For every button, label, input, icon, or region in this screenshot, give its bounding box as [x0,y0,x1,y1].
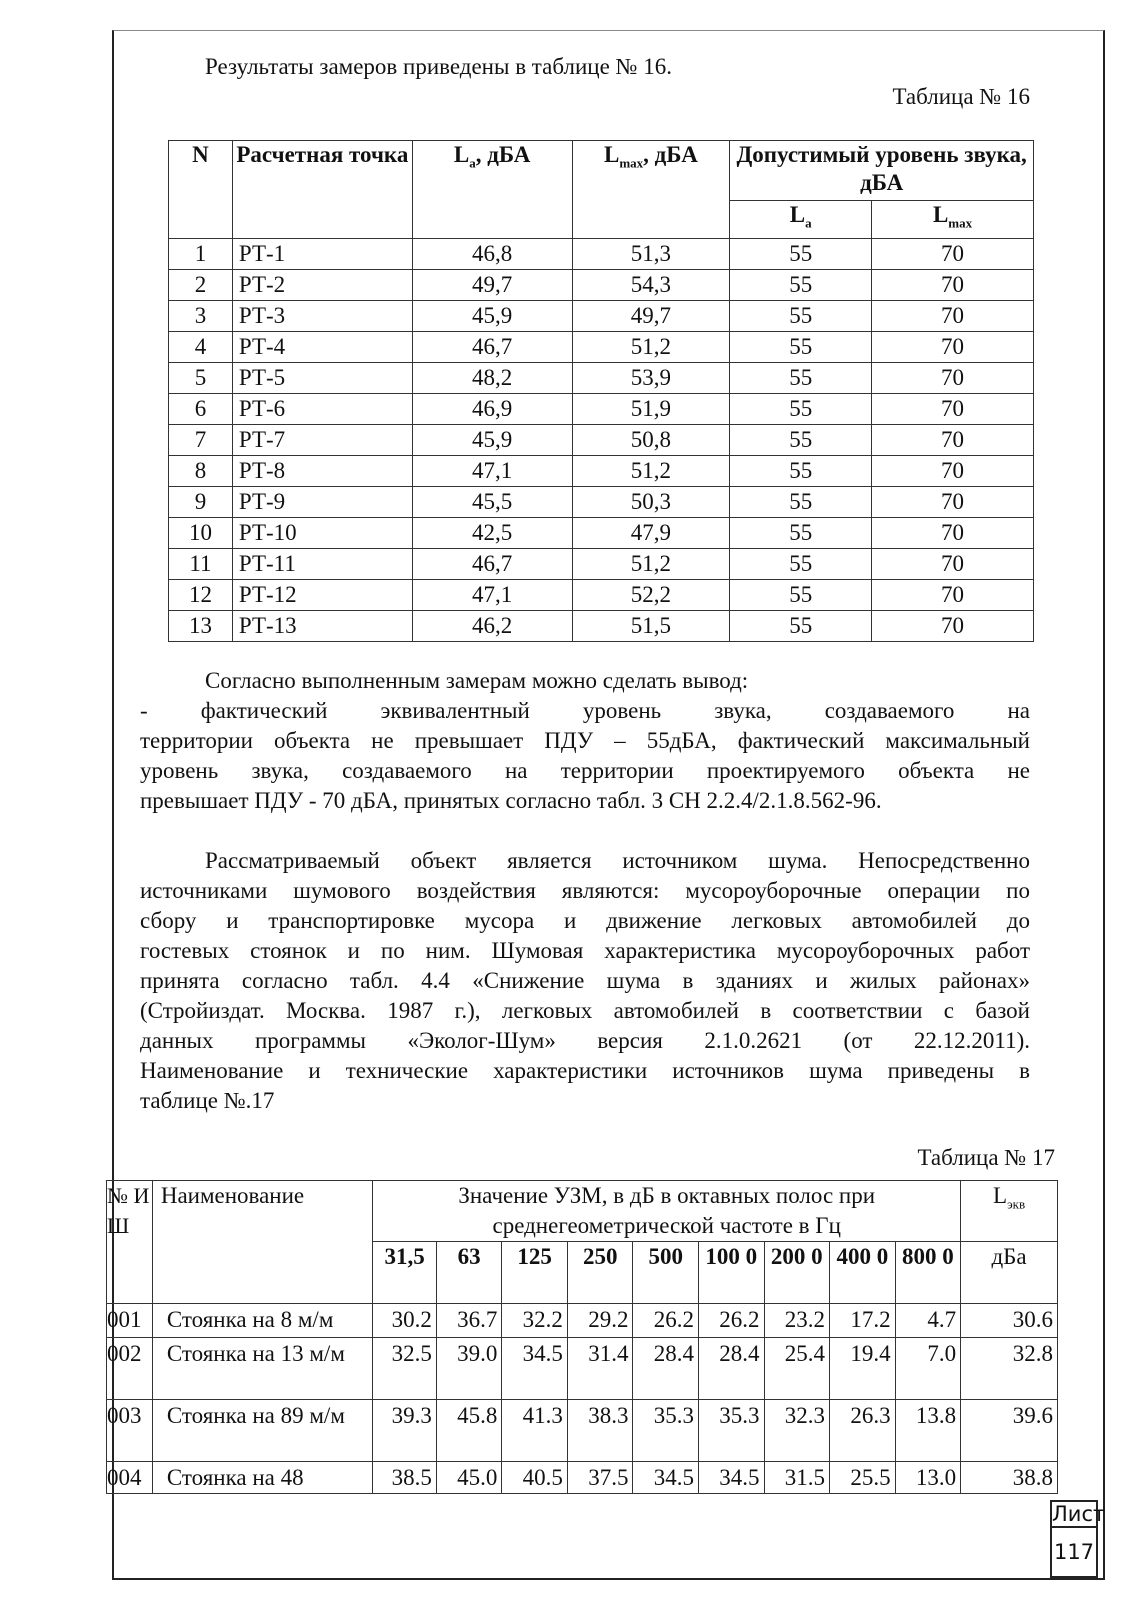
header-freq-63: 63 [436,1242,502,1304]
description-line-9: таблице №.17 [140,1088,275,1113]
conclusion-line-1: Согласно выполненным замерам можно сделать вывод: [205,668,749,693]
sheet-number: 117 [1050,1526,1098,1578]
table-16 [168,140,1034,642]
header-freq-250: 250 [567,1242,633,1304]
table-row: 13 РТ-13 46,2 51,5 55 70 [169,610,1034,641]
table-row: 7 РТ-7 45,9 50,8 55 70 [169,424,1034,455]
conclusion-line-4: уровень звука, создаваемого на территории проектируемого объекта не [140,758,1030,783]
sheet-label: Лист [1052,1502,1106,1526]
table-row: 12 РТ-12 47,1 52,2 55 70 [169,579,1034,610]
header-freq-2000: 200 0 [764,1242,830,1304]
header-leq: $L_{экв}$ [961,1181,1058,1242]
header-code: № И Ш [107,1181,153,1304]
table-row: 2 РТ-2 49,7 54,3 55 70 [169,269,1034,300]
description-line-7: данных программы «Эколог-Шум» версия 2.1.0.2621 (от 22.12.2011). [140,1028,1030,1053]
header-allowed: Допустимый уровень звука, дБА [730,141,1034,201]
description-line-3: сбору и транспортировке мусора и движение легковых автомобилей до [140,908,1030,933]
header-freq-125: 125 [502,1242,568,1304]
description-line-8: Наименование и технические характеристики источников шума приведены в [140,1058,1030,1083]
table-row: 001 Стоянка на 8 м/м 30.2 36.7 32.2 29.2 26.2 26.2 23.2 17.2 4.7 30.6 [107,1304,1058,1338]
header-frequency-group: Значение УЗМ, в дБ в октавных полос при среднегеометрической частоте в Гц [373,1181,961,1242]
table-row: 6 РТ-6 46,9 51,9 55 70 [169,393,1034,424]
table-row: 4 РТ-4 46,7 51,2 55 70 [169,331,1034,362]
description-line-4: гостевых стоянок и по ним. Шумовая характеристика мусороуборочных работ [140,938,1030,963]
intro-text: Результаты замеров приведены в таблице № 16. [205,54,672,79]
header-freq-1000: 100 0 [698,1242,764,1304]
table17-caption: Таблица № 17 [917,1145,1055,1170]
conclusion-line-2: - фактический эквивалентный уровень звука, создаваемого на [140,698,1030,723]
table-row: 3 РТ-3 45,9 49,7 55 70 [169,300,1034,331]
description-line-2: источниками шумового воздействия являются: мусороуборочные операции по [140,878,1030,903]
header-allowed-la: $L_a$ [730,201,872,239]
header-freq-500: 500 [633,1242,699,1304]
table-row: 003 Стоянка на 89 м/м 39.3 45.8 41.3 38.3 35.3 35.3 32.3 26.3 13.8 39.6 [107,1400,1058,1462]
table-row: 004 Стоянка на 48 38.5 45.0 40.5 37.5 34.5 34.5 31.5 25.5 13.0 38.8 [107,1462,1058,1494]
header-la: $L_a$, дБА [412,141,572,239]
table-row: 002 Стоянка на 13 м/м 32.5 39.0 34.5 31.4 28.4 28.4 25.4 19.4 7.0 32.8 [107,1338,1058,1400]
header-freq-8000: 800 0 [895,1242,961,1304]
header-n: N [169,141,233,239]
header-lmax: $L_{max}$, дБА [572,141,730,239]
header-unit: дБа [961,1242,1058,1304]
table-row: 9 РТ-9 45,5 50,3 55 70 [169,486,1034,517]
table-row: 8 РТ-8 47,1 51,2 55 70 [169,455,1034,486]
header-point: Расчетная точка [232,141,412,239]
header-allowed-lmax: $L_{max}$ [872,201,1034,239]
conclusion-line-5: превышает ПДУ - 70 дБА, принятых согласно табл. 3 СН 2.2.4/2.1.8.562-96. [140,788,882,813]
table-row: 1 РТ-1 46,8 51,3 55 70 [169,238,1034,269]
table-row: 10 РТ-10 42,5 47,9 55 70 [169,517,1034,548]
header-freq-31-5: 31,5 [373,1242,437,1304]
table-row: 5 РТ-5 48,2 53,9 55 70 [169,362,1034,393]
header-name: Наименование [152,1181,372,1304]
description-line-6: (Стройиздат. Москва. 1987 г.), легковых автомобилей в соответствии с базой [140,998,1030,1023]
conclusion-line-3: территории объекта не превышает ПДУ – 55дБА, фактический максимальный [140,728,1030,753]
description-line-5: принята согласно табл. 4.4 «Снижение шума в зданиях и жилых районах» [140,968,1030,993]
table-row: 11 РТ-11 46,7 51,2 55 70 [169,548,1034,579]
table16-caption: Таблица № 16 [892,84,1030,109]
header-freq-4000: 400 0 [830,1242,896,1304]
description-line-1: Рассматриваемый объект является источником шума. Непосредственно [205,848,1030,873]
table-17 [106,1180,1058,1494]
